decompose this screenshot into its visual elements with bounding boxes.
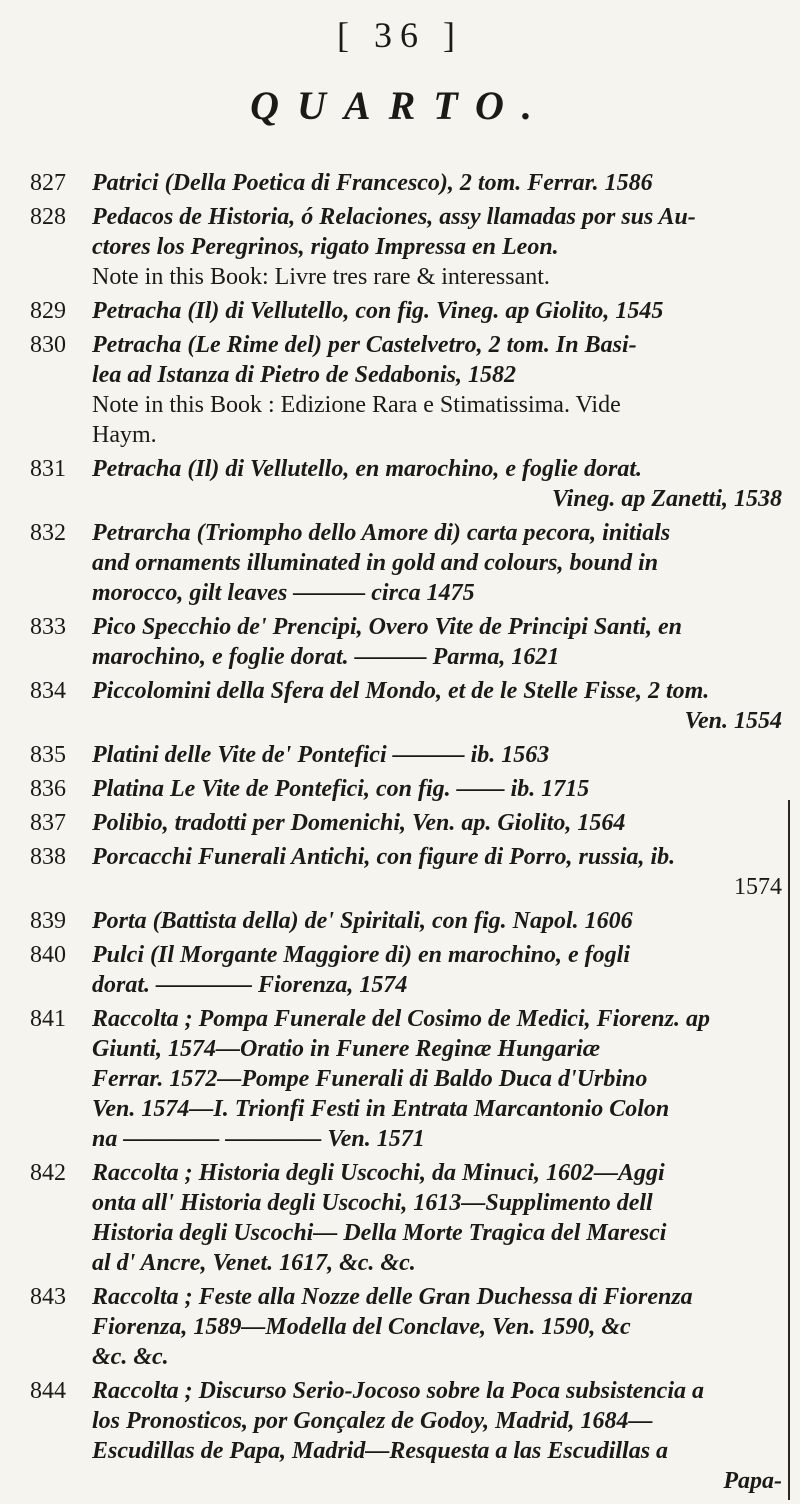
entry-line: na ———— ———— Ven. 1571 [92, 1126, 425, 1152]
entry-number: 828 [30, 204, 66, 230]
entry-line: Pedacos de Historia, ó Relaciones, assy llamadas por sus Au- [92, 204, 696, 230]
catalogue-entry [0, 808, 800, 838]
catalogue-entry [0, 168, 800, 198]
entry-line: Porta (Battista della) de' Spiritali, con fig. Napol. 1606 [92, 908, 633, 934]
entry-number: 833 [30, 614, 66, 640]
entry-text [92, 454, 782, 514]
entry-text [92, 296, 782, 326]
entry-line: Ven. 1574—I. Trionfi Festi in Entrata Marcantonio Colon [92, 1096, 670, 1122]
entry-line: Pulci (Il Morgante Maggiore di) en marochino, e fogli [92, 942, 631, 968]
entry-line: Fiorenza, 1589—Modella del Conclave, Ven. 1590, &c [92, 1314, 631, 1340]
entry-number: 836 [30, 776, 66, 802]
entry-text [92, 740, 782, 770]
entry-text [92, 330, 782, 450]
entry-number: 840 [30, 942, 66, 968]
catalogue-entries [0, 168, 800, 1500]
entry-line: Note in this Book : Edizione Rara e Stimatissima. Vide [92, 392, 621, 418]
entry-number: 829 [30, 298, 66, 324]
catalogue-entry [0, 842, 800, 902]
entry-number: 837 [30, 810, 66, 836]
catalogue-entry [0, 330, 800, 450]
entry-number: 835 [30, 742, 66, 768]
entry-number: 838 [30, 844, 66, 870]
entry-line: Platina Le Vite de Pontefici, con fig. —— ib. 1715 [92, 776, 590, 802]
entry-line: Vineg. ap Zanetti, 1538 [551, 486, 782, 512]
entry-line: Polibio, tradotti per Domenichi, Ven. ap. Giolito, 1564 [92, 810, 626, 836]
catalogue-entry [0, 906, 800, 936]
entry-text [92, 202, 782, 292]
entry-line: Pico Specchio de' Prencipi, Overo Vite de Principi Santi, en [92, 614, 682, 640]
entry-line: Giunti, 1574—Oratio in Funere Reginæ Hungariæ [92, 1036, 601, 1062]
catalogue-entry [0, 296, 800, 326]
entry-line: Petracha (Il) di Vellutello, con fig. Vineg. ap Giolito, 1545 [92, 298, 664, 324]
entry-line: Raccolta ; Discurso Serio-Jocoso sobre la Poca subsistencia a [92, 1378, 704, 1404]
entry-number: 839 [30, 908, 66, 934]
entry-text [92, 808, 782, 838]
entry-number: 844 [30, 1378, 66, 1404]
entry-number: 842 [30, 1160, 66, 1186]
entry-number: 834 [30, 678, 66, 704]
entry-number: 827 [30, 170, 66, 196]
entry-line: morocco, gilt leaves ——— circa 1475 [92, 580, 475, 606]
catalogue-entry [0, 1158, 800, 1278]
entry-line: dorat. ———— Fiorenza, 1574 [92, 972, 408, 998]
entry-line: Petrarcha (Triompho dello Amore di) carta pecora, initials [92, 520, 671, 546]
entry-number: 841 [30, 1006, 66, 1032]
entry-text [92, 1282, 782, 1372]
entry-text [92, 940, 782, 1000]
catalogue-entry [0, 454, 800, 514]
entry-line: Piccolomini della Sfera del Mondo, et de le Stelle Fisse, 2 tom. [92, 678, 710, 704]
page-edge-rule [788, 800, 790, 1500]
entry-line: Note in this Book: Livre tres rare & interessant. [92, 264, 550, 290]
page-number: [ 36 ] [337, 15, 463, 55]
entry-line: Raccolta ; Historia degli Uscochi, da Minuci, 1602—Aggi [92, 1160, 665, 1186]
entry-text [92, 1158, 782, 1278]
entry-line: onta all' Historia degli Uscochi, 1613—Supplimento dell [92, 1190, 653, 1216]
entry-line: 1574 [734, 874, 782, 900]
entry-line: al d' Ancre, Venet. 1617, &c. &c. [92, 1250, 416, 1276]
catalogue-entry [0, 518, 800, 608]
catalogue-entry [0, 774, 800, 804]
entry-text [92, 1004, 782, 1154]
entry-line: Papa- [723, 1468, 782, 1494]
catalogue-entry [0, 1004, 800, 1154]
entry-line: lea ad Istanza di Pietro de Sedabonis, 1582 [92, 362, 517, 388]
entry-line: Porcacchi Funerali Antichi, con figure di Porro, russia, ib. [92, 844, 676, 870]
section-heading: QUARTO. [250, 83, 550, 128]
entry-text [92, 842, 782, 902]
entry-line: and ornaments illuminated in gold and colours, bound in [92, 550, 659, 576]
entry-line: &c. &c. [92, 1344, 169, 1370]
entry-line: Patrici (Della Poetica di Francesco), 2 tom. Ferrar. 1586 [92, 170, 653, 196]
entry-text [92, 518, 782, 608]
catalogue-entry [0, 940, 800, 1000]
entry-text [92, 676, 782, 736]
entry-line: Raccolta ; Pompa Funerale del Cosimo de Medici, Fiorenz. ap [92, 1006, 710, 1032]
entry-number: 832 [30, 520, 66, 546]
catalogue-entry [0, 612, 800, 672]
catalogue-entry [0, 740, 800, 770]
entry-text [92, 612, 782, 672]
entry-text [92, 168, 782, 198]
entry-number: 830 [30, 332, 66, 358]
entry-line: los Pronosticos, por Gonçalez de Godoy, Madrid, 1684— [92, 1408, 653, 1434]
entry-line: Petracha (Le Rime del) per Castelvetro, 2 tom. In Basi- [92, 332, 637, 358]
catalogue-entry [0, 676, 800, 736]
entry-line: Raccolta ; Feste alla Nozze delle Gran Duchessa di Fiorenza [92, 1284, 693, 1310]
entry-line: Historia degli Uscochi— Della Morte Tragica del Maresci [92, 1220, 667, 1246]
entry-number: 831 [30, 456, 66, 482]
entry-text [92, 906, 782, 936]
entry-line: Ferrar. 1572—Pompe Funerali di Baldo Duca d'Urbino [92, 1066, 648, 1092]
entry-text [92, 1376, 782, 1496]
entry-number: 843 [30, 1284, 66, 1310]
entry-line: Platini delle Vite de' Pontefici ——— ib. 1563 [92, 742, 550, 768]
entry-line: Petracha (Il) di Vellutello, en marochino, e foglie dorat. [92, 456, 642, 482]
entry-text [92, 774, 782, 804]
catalogue-entry [0, 1376, 800, 1496]
catalogue-entry [0, 202, 800, 292]
entry-line: Ven. 1554 [684, 708, 782, 734]
entry-line: ctores los Peregrinos, rigato Impressa en Leon. [92, 234, 559, 260]
entry-line: marochino, e foglie dorat. ——— Parma, 1621 [92, 644, 560, 670]
entry-line: Haym. [92, 422, 157, 448]
catalogue-entry [0, 1282, 800, 1372]
entry-line: Escudillas de Papa, Madrid—Resquesta a las Escudillas a [92, 1438, 669, 1464]
